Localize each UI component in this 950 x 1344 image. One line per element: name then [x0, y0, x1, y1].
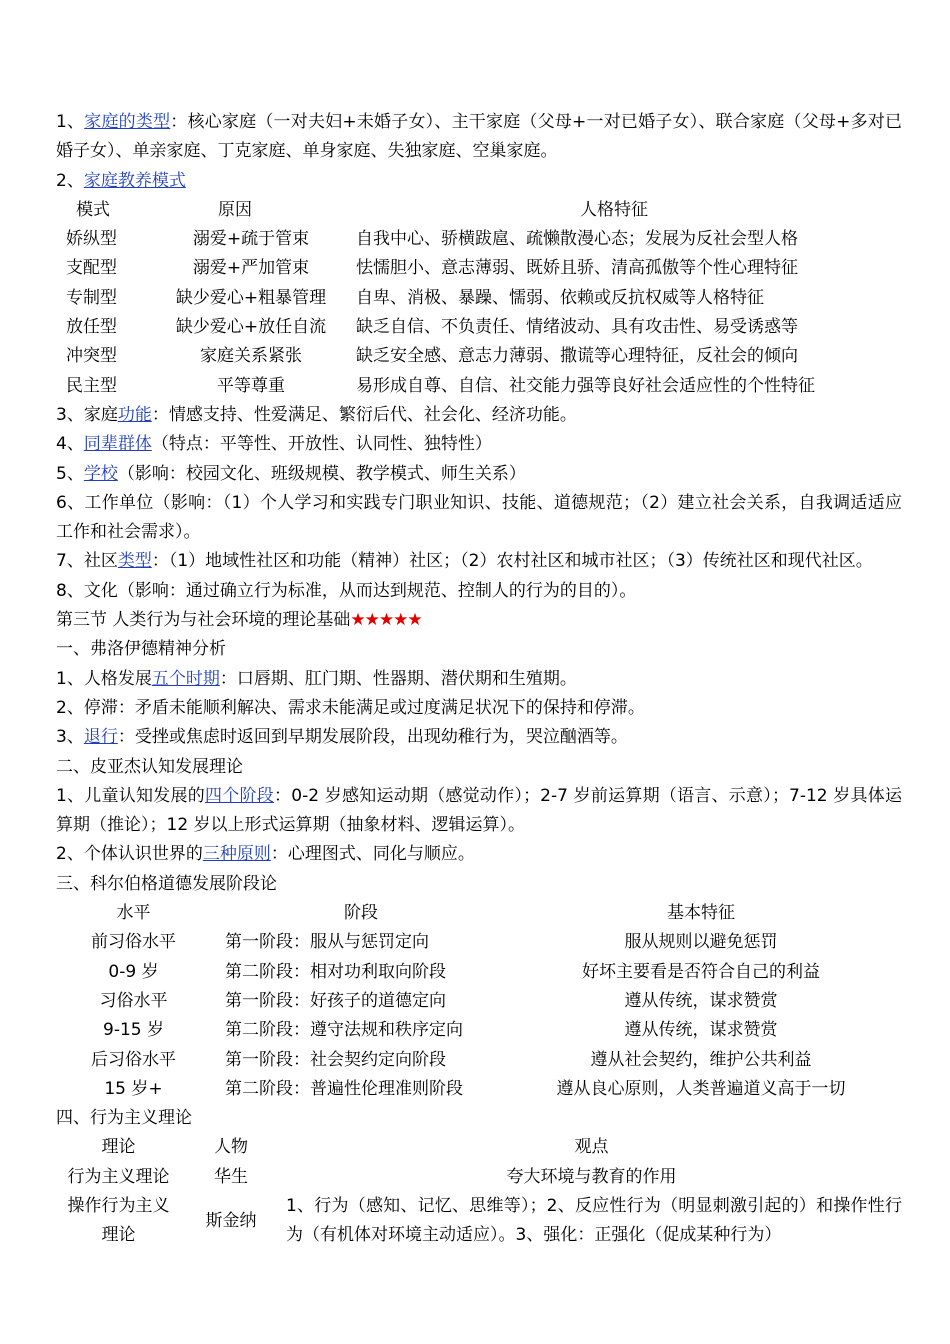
peer-group-link[interactable]: 同辈群体 [83, 434, 152, 455]
cell-cause: 缺少爱心+放任自流 [175, 317, 327, 338]
table-row [56, 254, 902, 283]
regression-link[interactable]: 退行 [83, 727, 118, 748]
header-traits: 人格特征 [580, 199, 648, 220]
piaget-principles-text: ：心理图式、同化与顺应。 [270, 844, 475, 865]
family-function-paragraph [56, 401, 902, 430]
section-title-text: 第三节 人类行为与社会环境的理论基础 [56, 610, 351, 631]
document-content [56, 108, 902, 1251]
table-row [56, 313, 902, 342]
piaget-stages-paragraph [56, 782, 902, 841]
cell-mode: 娇纵型 [66, 229, 117, 250]
kohlberg-heading: 三、科尔伯格道德发展阶段论 [56, 873, 277, 894]
header-stage: 阶段 [344, 903, 378, 924]
cell-feature: 服从规则以避免惩罚 [624, 932, 778, 953]
cell-level: 15 岁+ [104, 1078, 163, 1099]
family-function-link[interactable]: 功能 [117, 404, 152, 425]
cell-stage: 第一阶段：社会契约定向阶段 [225, 1049, 446, 1070]
piaget-heading: 二、皮亚杰认知发展理论 [56, 756, 243, 777]
cell-feature: 好坏主要看是否符合自己的利益 [582, 961, 820, 982]
item-number: 3、家庭 [56, 404, 118, 425]
cell-person: 华生 [214, 1166, 248, 1187]
cell-stage: 第二阶段：普遍性伦理准则阶段 [225, 1078, 463, 1099]
school-paragraph [56, 460, 902, 489]
five-stages-link[interactable]: 五个时期 [151, 668, 220, 689]
school-link[interactable]: 学校 [83, 463, 118, 484]
cell-person: 斯金纳 [205, 1210, 257, 1231]
piaget-stages-text: ：0-2 岁感知运动期（感觉动作）；2-7 岁前运算期（语言、示意）；7-12 岁具体运算期（推论）；12 岁以上形式运算期（抽象材料、逻辑运算）。 [56, 785, 903, 836]
family-types-text: ：核心家庭（一对夫妇+未婚子女）、主干家庭（父母+一对已婚子女）、联合家庭（父母+多对已婚子女）、单亲家庭、丁克家庭、单身家庭、失独家庭、空巢家庭。 [56, 112, 902, 162]
cell-mode: 放任型 [66, 317, 117, 338]
cell-theory-line: 操作行为主义 [67, 1195, 170, 1216]
star-rating-icon: ★★★★★ [350, 610, 422, 631]
item-number: 2、 [56, 170, 84, 191]
parenting-table-header [56, 196, 902, 225]
fixation-paragraph: 2、停滞：矛盾未能顺利解决、需求未能满足或过度满足状况下的保持和停滞。 [56, 697, 645, 718]
cell-cause: 溺爱+疏于管束 [192, 229, 310, 250]
kohlberg-table [56, 899, 902, 1104]
cell-cause: 家庭关系紧张 [200, 346, 302, 367]
cell-mode: 民主型 [66, 375, 117, 396]
item-number: 2、个体认识世界的 [56, 844, 203, 865]
family-types-paragraph [56, 108, 902, 167]
family-types-link[interactable]: 家庭的类型 [84, 112, 171, 132]
workplace-paragraph: 6、工作单位（影响：（1）个人学习和实践专门职业知识、技能、道德规范；（2）建立社会关系，自我调适适应工作和社会需求）。 [56, 492, 902, 543]
header-person: 人物 [214, 1137, 248, 1158]
item-number: 3、 [56, 727, 84, 748]
cell-cause: 平等尊重 [217, 375, 285, 396]
school-text: （影响：校园文化、班级规模、教学模式、师生关系） [117, 463, 526, 484]
family-function-text: ：情感支持、性爱满足、繁衍后代、社会化、经济功能。 [151, 404, 577, 425]
cell-theory [56, 1192, 181, 1251]
table-row [56, 1016, 902, 1045]
cell-stage: 第二阶段：相对功利取向阶段 [225, 961, 446, 982]
item-number: 1、人格发展 [56, 668, 152, 689]
cell-traits: 怯懦胆小、意志薄弱、既娇且骄、清高孤傲等个性心理特征 [356, 258, 798, 279]
table-row [56, 342, 902, 371]
header-mode: 模式 [76, 199, 110, 220]
regression-text: ：受挫或焦虑时返回到早期发展阶段，出现幼稚行为，哭泣酗酒等。 [117, 727, 628, 748]
parenting-style-table [56, 196, 902, 401]
culture-paragraph: 8、文化（影响：通过确立行为标准，从而达到规范、控制人的行为的目的）。 [56, 580, 637, 601]
section-title [56, 606, 902, 635]
cell-theory-line: 理论 [101, 1225, 136, 1246]
cell-feature: 遵从传统，谋求赞赏 [624, 1020, 778, 1041]
table-row [56, 1192, 902, 1251]
table-row [56, 928, 902, 957]
cell-feature: 遵从良心原则，人类普遍道义高于一切 [556, 1078, 846, 1099]
table-row [56, 1046, 902, 1075]
regression-paragraph [56, 723, 902, 752]
cell-level: 前习俗水平 [91, 932, 176, 953]
cell-traits: 缺乏安全感、意志力薄弱、撒谎等心理特征，反社会的倾向 [356, 346, 798, 367]
parenting-style-link[interactable]: 家庭教养模式 [83, 170, 186, 191]
cell-theory: 行为主义理论 [67, 1166, 170, 1187]
cell-view: 1、行为（感知、记忆、思维等）；2、反应性行为（明显刺激引起的）和操作性行为（有机体对环境主动适应）。3、强化：正强化（促成某种行为） [286, 1195, 902, 1246]
cell-level: 后习俗水平 [91, 1049, 176, 1070]
three-principles-link[interactable]: 三种原则 [202, 844, 271, 865]
table-row [56, 284, 902, 313]
table-row [56, 1075, 902, 1104]
community-text: ：（1）地域性社区和功能（精神）社区；（2）农村社区和城市社区；（3）传统社区和现代社区。 [151, 551, 873, 572]
table-row [56, 225, 902, 254]
table-row [56, 987, 902, 1016]
kohlberg-table-header [56, 899, 902, 928]
cell-level: 习俗水平 [99, 990, 168, 1011]
header-theory: 理论 [101, 1137, 136, 1158]
freud-heading: 一、弗洛伊德精神分析 [56, 639, 226, 660]
cell-mode: 冲突型 [66, 346, 117, 367]
header-level: 水平 [116, 903, 151, 924]
cell-stage: 第一阶段：好孩子的道德定向 [225, 990, 446, 1011]
cell-feature: 遵从社会契约，维护公共利益 [590, 1049, 812, 1070]
header-feature: 基本特征 [667, 903, 735, 924]
peer-group-paragraph [56, 430, 902, 459]
parenting-style-heading [56, 167, 902, 196]
item-number: 5、 [56, 463, 84, 484]
cell-traits: 自卑、消极、暴躁、懦弱、依赖或反抗权威等人格特征 [356, 287, 764, 308]
cell-traits: 易形成自尊、自信、社交能力强等良好社会适应性的个性特征 [356, 375, 815, 396]
four-stages-link[interactable]: 四个阶段 [205, 785, 275, 806]
header-view: 观点 [574, 1137, 609, 1158]
behaviorism-heading: 四、行为主义理论 [56, 1108, 192, 1129]
behaviorism-table-header [56, 1133, 902, 1162]
cell-level: 0-9 岁 [108, 961, 159, 982]
cell-traits: 自我中心、骄横跋扈、疏懒散漫心态；发展为反社会型人格 [356, 229, 798, 250]
table-row [56, 1163, 902, 1192]
behaviorism-table [56, 1133, 902, 1250]
piaget-principles-paragraph [56, 840, 902, 869]
community-paragraph [56, 547, 902, 576]
table-row [56, 372, 902, 401]
community-types-link[interactable]: 类型 [117, 551, 152, 572]
item-number: 7、社区 [56, 551, 118, 572]
cell-stage: 第一阶段：服从与惩罚定向 [225, 932, 429, 953]
item-number: 1、 [56, 112, 85, 132]
item-number: 1、儿童认知发展的 [56, 785, 206, 806]
item-number: 4、 [56, 434, 84, 455]
cell-cause: 缺少爱心+粗暴管理 [175, 287, 327, 308]
cell-cause: 溺爱+严加管束 [192, 258, 310, 279]
cell-view: 夸大环境与教育的作用 [506, 1166, 677, 1187]
cell-mode: 支配型 [66, 258, 117, 279]
header-cause: 原因 [218, 199, 252, 220]
freud-stages-text: ：口唇期、肛门期、性器期、潜伏期和生殖期。 [219, 668, 577, 689]
peer-group-text: （特点：平等性、开放性、认同性、独特性） [151, 434, 492, 455]
cell-level: 9-15 岁 [103, 1020, 164, 1041]
cell-traits: 缺乏自信、不负责任、情绪波动、具有攻击性、易受诱惑等 [356, 317, 798, 338]
cell-stage: 第二阶段：遵守法规和秩序定向 [225, 1020, 463, 1041]
cell-mode: 专制型 [66, 287, 117, 308]
freud-stages-paragraph [56, 665, 902, 694]
table-row [56, 958, 902, 987]
cell-feature: 遵从传统，谋求赞赏 [624, 990, 778, 1011]
